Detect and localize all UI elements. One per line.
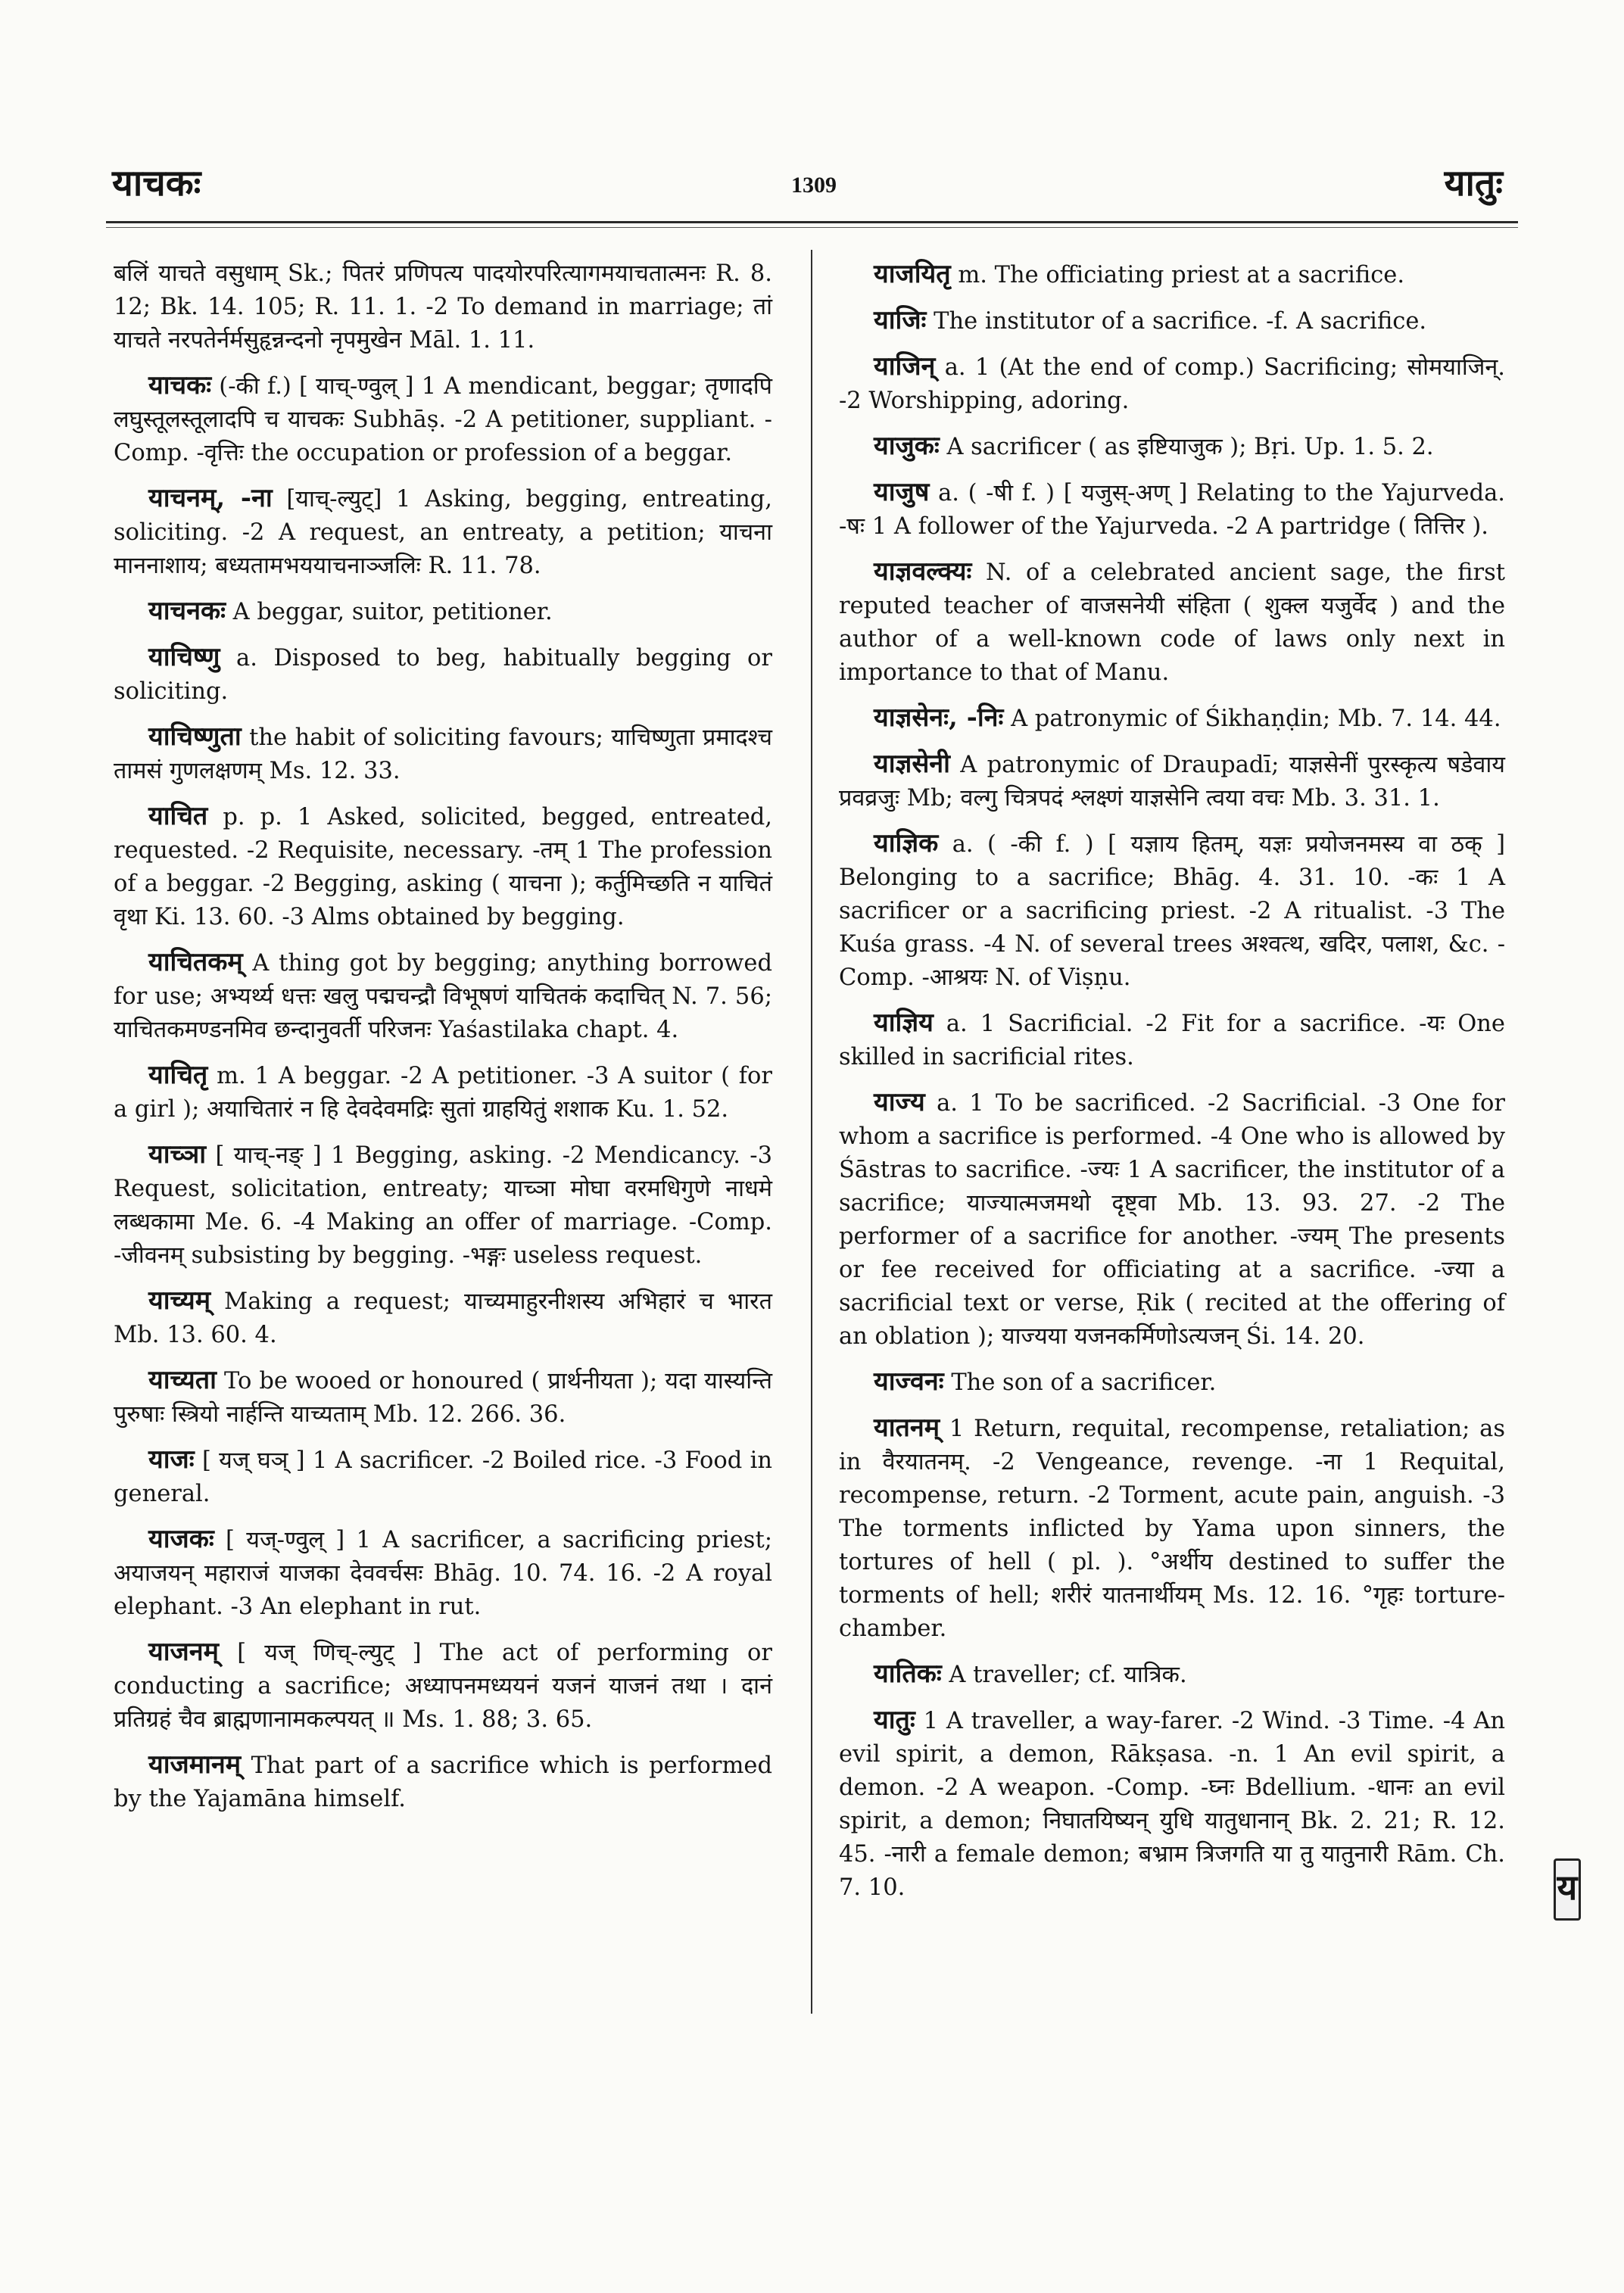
headword: याच्ञा <box>148 1139 207 1170</box>
entry-definition: Making a request; याच्यमाहुरनीशस्य अभिहारं च भारत Mb. 13. 60. 4. <box>114 1288 772 1348</box>
dictionary-entry <box>114 1058 772 1126</box>
dictionary-entry <box>839 475 1505 544</box>
headword: याजिः <box>874 305 927 335</box>
entry-definition: [याच्-ल्युट्] 1 Asking, begging, entreating, soliciting. -2 A request, an entreaty, a petition; याचना माननाशाय; बध्यतामभययाचनाञ्जलिः R. 11. 78. <box>114 486 772 579</box>
dictionary-entry <box>114 1522 772 1624</box>
entry-definition: A thing got by begging; anything borrowed for use; अभ्यर्थ्य धत्तः खलु पद्मचन्द्रौ विभूषणं याचितकं कदाचित् N. 7. 56; याचितकमण्डनमिव छन्दानुवर्ती परिजनः Yaśastilaka chapt. 4. <box>114 950 772 1043</box>
headword: याजकः <box>148 1524 214 1554</box>
dictionary-entry <box>839 1657 1505 1692</box>
header-rule-thin <box>106 227 1518 228</box>
dictionary-entry <box>114 1284 772 1352</box>
headword: याजुकः <box>874 431 940 461</box>
headword: यातुः <box>874 1705 915 1735</box>
dictionary-entry <box>839 257 1505 292</box>
dictionary-entry <box>114 946 772 1047</box>
dictionary-entry <box>114 1748 772 1816</box>
headword: याज्ञसेनः, -निः <box>874 703 1004 733</box>
entry-definition: A patronymic of Śikhaṇḍin; Mb. 7. 14. 44. <box>1011 706 1501 732</box>
headword: याच्यम् <box>148 1285 211 1316</box>
header-right-catchword: यातुः <box>1444 162 1503 204</box>
dictionary-entry <box>114 369 772 470</box>
headword: याज्य <box>874 1087 925 1117</box>
dictionary-entry <box>839 1365 1505 1400</box>
dictionary-entry <box>114 481 772 583</box>
entry-definition: a. 1 To be sacrificed. -2 Sacrificial. -3 One for whom a sacrifice is performed. -4 One who is allowed by Śāstras to sacrifice. -ज्यः 1 A sacrificer, the institutor of a sacrifice; याज्यात्मजमथो दृष्ट्वा Mb. 13. 93. 27. -2 The performer of a sacrifice for another. -ज्यम् The presents or fee received for officiating at a sacrifice. -ज्या a sacrificial text or verse, Ṛik ( recited at the offering of an oblation ); याज्यया यजनकर्मिणोऽत्यजन् Śi. 14. 20. <box>839 1090 1505 1350</box>
dictionary-entry <box>114 1363 772 1432</box>
headword: याचनम्, -ना <box>148 483 273 513</box>
headword: याचिष्णुता <box>148 721 242 752</box>
right-column <box>839 257 1505 1916</box>
headword: याचकः <box>148 370 212 400</box>
dictionary-entry <box>839 555 1505 690</box>
dictionary-entry <box>839 350 1505 418</box>
entry-definition: N. of a celebrated ancient sage, the first reputed teacher of वाजसनेयी संहिता ( शुक्ल यजुर्वेद ) and the author of a well-known code of laws only next in importance to that of Manu. <box>839 559 1505 686</box>
headword: याज्ञिय <box>874 1008 934 1038</box>
dictionary-entry <box>839 747 1505 815</box>
dictionary-entry <box>839 701 1505 736</box>
entry-definition: a. ( -षी f. ) [ यजुस्-अण् ] Relating to the Yajurveda. -षः 1 A follower of the Yajurveda. -2 A partridge ( तित्तिर ). <box>839 480 1505 540</box>
entry-definition: p. p. 1 Asked, solicited, begged, entreated, requested. -2 Requisite, necessary. -तम् 1 The profession of a beggar. -2 Begging, asking ( याचना ); कर्तुमिच्छति न याचितं वृथा Ki. 13. 60. -3 Alms obtained by begging. <box>114 804 773 930</box>
dictionary-entry <box>114 799 772 934</box>
headword: याचितृ <box>148 1060 208 1090</box>
column-divider <box>811 250 812 2014</box>
entry-definition: a. 1 (At the end of comp.) Sacrificing; सोमयाजिन्. -2 Worshipping, adoring. <box>839 354 1505 414</box>
headword: यातिकः <box>874 1659 942 1689</box>
headword: याजः <box>148 1444 195 1475</box>
headword: याज्ञिक <box>874 828 939 858</box>
entry-definition: A beggar, suitor, petitioner. <box>232 599 553 625</box>
header-rule <box>106 221 1518 223</box>
dictionary-entry <box>114 720 772 788</box>
dictionary-entry <box>839 827 1505 995</box>
headword: याचिष्णु <box>148 642 220 672</box>
entry-definition: The son of a sacrificer. <box>951 1369 1217 1396</box>
entry-definition: A patronymic of Draupadī; याज्ञसेनीं पुरस्कृत्य षडेवाय प्रवव्रजुः Mb; वल्गु चित्रपदं श्लक्ष्णं याज्ञसेनि त्वया वचः Mb. 3. 31. 1. <box>839 752 1505 812</box>
entry-definition: That part of a sacrifice which is performed by the Yajamāna himself. <box>114 1752 772 1812</box>
entry-definition: [ यज् णिच्-ल्युट् ] The act of performing or conducting a sacrifice; अध्यापनमध्ययनं यजनं याजनं तथा । दानं प्रतिग्रहं चैव ब्राह्मणानामकल्पयत् ॥ Ms. 1. 88; 3. 65. <box>114 1640 772 1733</box>
thumb-index-mark: य <box>1554 1858 1581 1921</box>
dictionary-entry <box>114 640 772 709</box>
entry-definition: A traveller; cf. यात्रिक. <box>949 1662 1187 1688</box>
entry-definition: 1 Return, requital, recompense, retaliation; as in वैरयातनम्. -2 Vengeance, revenge. -ना 1 Requital, recompense, return. -2 Torment, acute pain, anguish. -3 The torments inflicted by Yama upon sinners, the tortures of hell ( pl. ). °अर्थीय destined to suffer the torments of hell; शरीरं यातनार्थीयम् Ms. 12. 16. °गृहः torture-chamber. <box>839 1416 1506 1642</box>
page-number: 1309 <box>791 173 837 198</box>
dictionary-entry <box>114 1138 772 1273</box>
headword: याजिन् <box>874 351 936 382</box>
entry-definition: (-की f.) [ याच्-ण्वुल् ] 1 A mendicant, beggar; तृणादपि लघुस्तूलस्तूलादपि च याचकः Subhāṣ. -2 A petitioner, suppliant. -Comp. -वृत्तिः the occupation or profession of a beggar. <box>114 373 772 466</box>
headword: याचितकम् <box>148 947 243 977</box>
dictionary-entry <box>839 1703 1505 1905</box>
entry-definition: a. Disposed to beg, habitually begging or soliciting. <box>114 645 772 705</box>
entry-definition: To be wooed or honoured ( प्रार्थनीयता ); यदा यास्यन्ति पुरुषाः स्त्रियो नार्हन्ति याच्यताम् Mb. 12. 266. 36. <box>114 1368 772 1428</box>
entry-definition: m. 1 A beggar. -2 A petitioner. -3 A suitor ( for a girl ); अयाचितारं न हि देवदेवमद्रिः सुतां ग्राहयितुं शशाक Ku. 1. 52. <box>114 1063 772 1123</box>
headword: याचनकः <box>148 596 226 626</box>
entry-definition: a. 1 Sacrificial. -2 Fit for a sacrifice. -यः One skilled in sacrificial rites. <box>839 1011 1505 1070</box>
entry-definition: [ याच्-नङ् ] 1 Begging, asking. -2 Mendicancy. -3 Request, solicitation, entreaty; याच्ञा मोघा वरमधिगुणे नाधमे लब्धकामा Me. 6. -4 Making an offer of marriage. -Comp. -जीवनम् subsisting by begging. -भङ्गः useless request. <box>114 1142 772 1269</box>
header-left-catchword: याचकः <box>112 162 201 204</box>
dictionary-entry <box>839 1411 1505 1646</box>
entry-definition: m. The officiating priest at a sacrifice. <box>958 262 1405 288</box>
dictionary-entry <box>114 1443 772 1511</box>
entry-definition: The institutor of a sacrifice. -f. A sacrifice. <box>934 308 1427 335</box>
entry-definition: 1 A traveller, a way-farer. -2 Wind. -3 Time. -4 An evil spirit, a demon, Rākṣasa. -n. 1 An evil spirit, a demon. -2 A weapon. -Comp. -घ्नः Bdellium. -धानः an evil spirit, a demon; निघातयिष्यन् युधि यातुधानान् Bk. 2. 21; R. 12. 45. -नारी a female demon; बभ्राम त्रिजगति या तु यातुनारी Rām. Ch. 7. 10. <box>839 1708 1506 1901</box>
dictionary-entry <box>839 1006 1505 1074</box>
dictionary-entry <box>114 257 772 357</box>
dictionary-entry <box>839 429 1505 464</box>
headword: याजुष <box>874 477 930 507</box>
headword: याजयितृ <box>874 259 951 289</box>
dictionary-entry <box>114 594 772 629</box>
entry-definition: the habit of soliciting favours; याचिष्णुता प्रमादश्च तामसं गुणलक्षणम् Ms. 12. 33. <box>114 724 772 784</box>
left-column <box>114 257 772 1827</box>
headword: याजनम् <box>148 1637 219 1667</box>
dictionary-entry <box>839 1086 1505 1354</box>
entry-definition: [ यज्-ण्वुल् ] 1 A sacrificer, a sacrificing priest; अयाजयन् महाराजं याजका देववर्चसः Bhāg. 10. 74. 16. -2 A royal elephant. -3 An elephant in rut. <box>114 1527 772 1620</box>
headword: याजमानम् <box>148 1749 242 1780</box>
entry-definition: a. ( -की f. ) [ यज्ञाय हितम्, यज्ञः प्रयोजनमस्य वा ठक् ] Belonging to a sacrifice; Bhāg. 4. 31. 10. -कः 1 A sacrificer or a sacrificing priest. -2 A ritualist. -3 The Kuśa grass. -4 N. of several trees अश्वत्थ, खदिर, पलाश, &c. -Comp. -आश्रयः N. of Viṣṇu. <box>839 831 1505 991</box>
headword: यातनम् <box>874 1413 940 1443</box>
headword: याज्ञवल्क्यः <box>874 556 972 587</box>
entry-definition: [ यज् घञ् ] 1 A sacrificer. -2 Boiled rice. -3 Food in general. <box>114 1447 772 1507</box>
entry-definition: बलिं याचते वसुधाम् Sk.; पितरं प्रणिपत्य पादयोरपरित्यागमयाचतात्मनः R. 8. 12; Bk. 14. 105; R. 11. 1. -2 To demand in marriage; तां याचते नरपतेर्नर्मसुहृन्नन्दनो नृपमुखेन Māl. 1. 11. <box>114 260 772 354</box>
headword: याचित <box>148 801 208 831</box>
dictionary-entry <box>114 1635 772 1737</box>
headword: याच्यता <box>148 1365 217 1395</box>
dictionary-entry <box>839 304 1505 338</box>
headword: याज्वनः <box>874 1366 944 1397</box>
entry-definition: A sacrificer ( as इष्टियाजुक ); Bṛi. Up. 1. 5. 2. <box>946 434 1434 460</box>
headword: याज्ञसेनी <box>874 749 950 779</box>
